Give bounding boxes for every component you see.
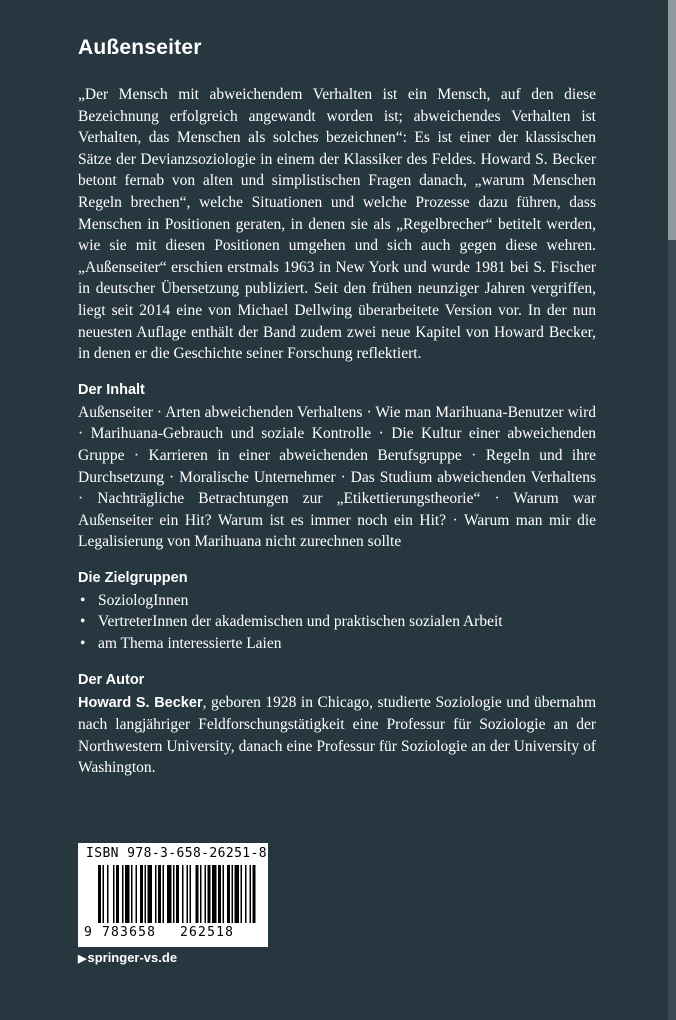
barcode-bar <box>122 865 124 923</box>
barcode-bar <box>208 865 211 923</box>
barcode-digit-first: 9 <box>84 925 92 940</box>
barcode-bar <box>103 865 105 923</box>
publisher-link[interactable] <box>78 950 177 965</box>
audience-list <box>78 590 596 655</box>
author-bio <box>78 692 596 779</box>
contents-heading: Der Inhalt <box>78 381 145 398</box>
barcode-bar <box>232 865 234 923</box>
barcode-bar <box>182 865 184 923</box>
barcode-bar <box>173 865 175 923</box>
barcode-bar <box>145 865 147 923</box>
barcode-bar <box>113 865 115 923</box>
barcode-bars <box>98 865 260 923</box>
barcode-bar <box>253 865 256 923</box>
barcode-bar <box>158 865 161 923</box>
barcode-bar <box>163 865 165 923</box>
publisher-url: springer-vs.de <box>87 950 178 965</box>
isbn-label: ISBN 978-3-658-26251-8 <box>86 846 267 861</box>
blurb-intro: „Der Mensch mit abweichendem Verhalten ist ein Mensch, auf den diese Bezeichnung erfolgreich angewandt worden ist; abweichendes Verhalten ist Verhalten, das Menschen als solches bezeichnen“: Es ist einer der klassischen Sätze der Devianzsoziologie in einem der Klassiker des Feldes. Howard S. Becker betont fernab von alten und simplistischen Fragen danach, „warum Menschen Regeln brechen“, welche Situationen und welche Prozesse dazu führen, dass Menschen in Positionen geraten, in denen sie als „Regelbrecher“ betitelt werden, wie sie mit diesen Positionen umgehen und sich auch gegen diese wehren. „Außenseiter“ erschien erstmals 1963 in New York und wurde 1981 bei S. Fischer in deutscher Übersetzung publiziert. Seit den frühen neunziger Jahren vergriffen, liegt seit 2014 eine von Michael Dellwing überarbeitete Version vor. In der nun neuesten Auflage enthält der Band zudem zwei neue Kapitel von Howard Becker, in denen er die Geschichte seiner Forschung reflektiert. <box>78 86 596 363</box>
barcode-bar <box>218 865 221 923</box>
barcode-bar <box>200 865 202 923</box>
barcode-bar <box>223 865 225 923</box>
barcode-bar <box>167 865 172 923</box>
audience-item: • SoziologInnen <box>78 590 596 612</box>
audience-item: • VertreterInnen der akademischen und praktischen sozialen Arbeit <box>78 611 596 633</box>
barcode-bar <box>212 865 217 923</box>
barcode-bar <box>148 865 153 923</box>
barcode-bar <box>176 865 179 923</box>
audience-heading: Die Zielgruppen <box>78 569 188 586</box>
barcode-bar <box>235 865 240 923</box>
barcode-bar <box>205 865 207 923</box>
author-bio-text: , geboren 1928 in Chicago, studierte Soziologie und übernahm nach langjähriger Feldforschungstätigkeit eine Professur für Soziologie an der Northwestern University, danach eine Professur für Soziologie an der University of Washington. <box>78 693 596 777</box>
spine-edge-strip <box>668 0 676 1020</box>
barcode-bar <box>190 865 192 923</box>
barcode-bar <box>155 865 157 923</box>
barcode-bar <box>98 865 101 923</box>
isbn-barcode <box>78 843 268 947</box>
barcode-digits-left: 783658 <box>102 925 157 940</box>
barcode-bar <box>136 865 138 923</box>
barcode-bar <box>131 865 133 923</box>
barcode-bar <box>245 865 247 923</box>
book-title: Außenseiter <box>78 36 202 59</box>
barcode-bar <box>107 865 109 923</box>
contents-text: Außenseiter · Arten abweichenden Verhaltens · Wie man Marihuana-Benutzer wird · Marihuana-Gebrauch und soziale Kontrolle · Die Kultur einer abweichenden Gruppe · Karrieren in einer abweichenden Berufsgruppe · Regeln und ihre Durchsetzung · Moralische Unternehmer · Das Studium abweichenden Verhaltens · Nachträgliche Betrachtungen zur „Etikettierungstheorie“ · Warum war Außenseiter ein Hit? Warum ist es immer noch ein Hit? · Warum man mir die Legalisierung von Marihuana nicht zurechnen sollte <box>78 403 596 551</box>
barcode-bar <box>140 865 143 923</box>
barcode-bar <box>227 865 230 923</box>
spine-edge-highlight <box>668 0 676 240</box>
barcode-bar <box>196 865 199 923</box>
author-heading: Der Autor <box>78 671 145 688</box>
play-arrow-icon: ▶ <box>78 953 87 965</box>
barcode-bar <box>125 865 130 923</box>
barcode-bar <box>116 865 119 923</box>
audience-item: • am Thema interessierte Laien <box>78 633 596 655</box>
barcode-bar <box>187 865 189 923</box>
barcode-digits-right: 262518 <box>180 925 235 940</box>
back-cover-content <box>78 36 596 779</box>
author-name: Howard S. Becker <box>78 694 203 711</box>
barcode-bar <box>250 865 252 923</box>
barcode-bar <box>241 865 243 923</box>
